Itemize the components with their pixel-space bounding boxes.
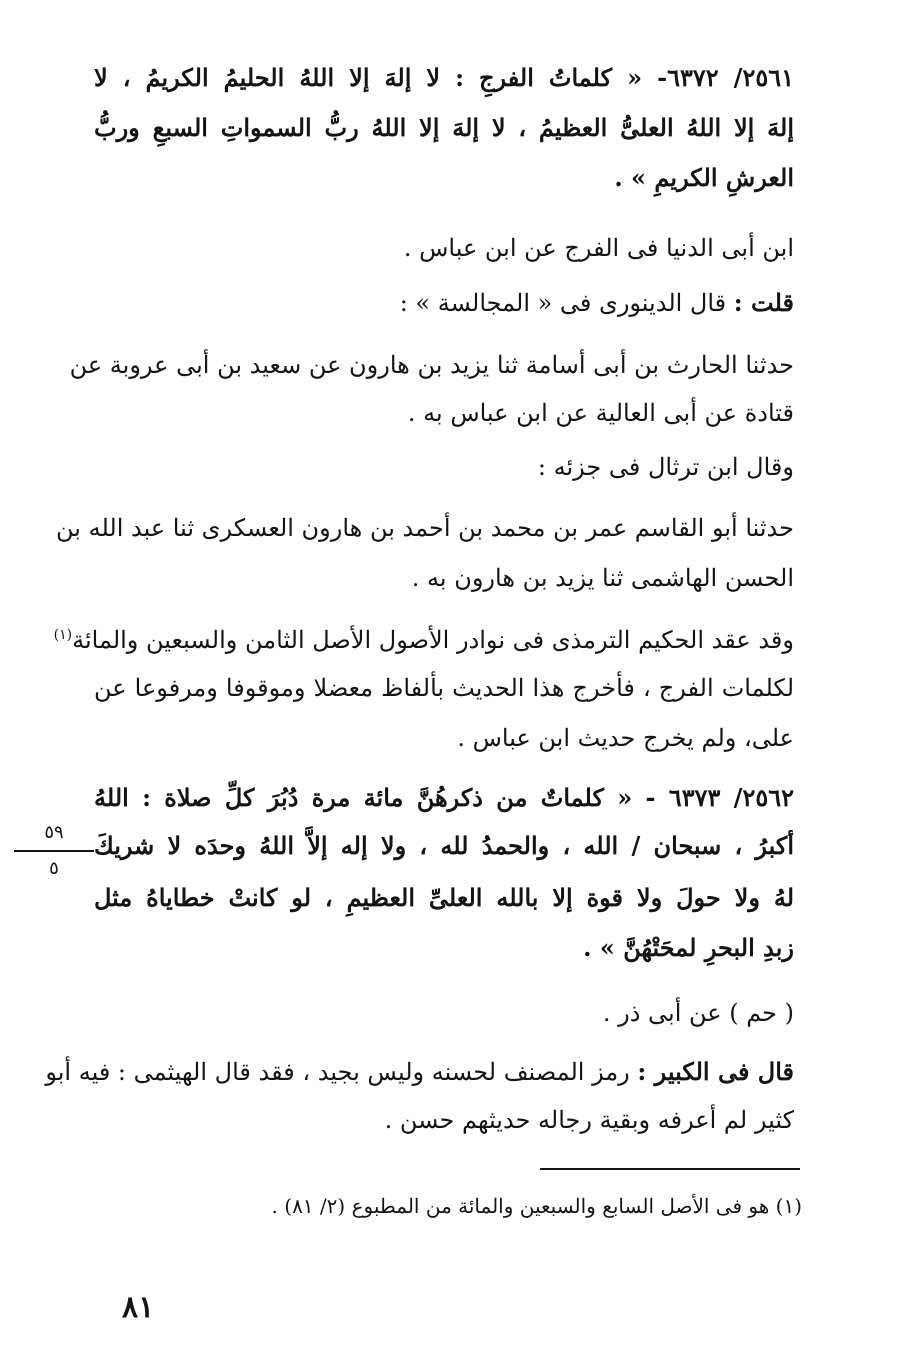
tirmidhi-text: وقد عقد الحكيم الترمذى فى نوادر الأصول الأصل الثامن والسبعين والمائة (72, 626, 794, 654)
tirmidhi-line-3: على، ولم يخرج حديث ابن عباس . (457, 724, 794, 752)
page-number: ٨١ (122, 1290, 155, 1325)
hadith-2561-line-1: ٢٥٦١/ ٦٣٧٢- « كلماتُ الفرجِ : لا إلهَ إلا اللهُ الحليمُ الكريمُ ، لا (94, 63, 794, 92)
comment-2562-text: رمز المصنف لحسنه وليس بجيد ، فقد قال الهيثمى : فيه أبو (45, 1058, 630, 1086)
isnad-1-line-1: حدثنا الحارث بن أبى أسامة ثنا يزيد بن هارون عن سعيد بن أبى عروبة عن (69, 351, 794, 379)
isnad-2-line-2: الحسن الهاشمى ثنا يزيد بن هارون به . (411, 564, 794, 592)
comment-text: قال الدينورى فى « المجالسة » : (399, 289, 727, 317)
hadith-2562-line-2: أكبرُ ، سبحان / الله ، والحمدُ لله ، ولا إله إلاَّ اللهُ وحدَه لا شريكَ (94, 831, 794, 860)
isnad-1-line-2: قتادة عن أبى العالية عن ابن عباس به . (407, 399, 794, 427)
hadith-2562-line-4: زبدِ البحرِ لمحَتْهُنَّ » . (583, 933, 794, 962)
footnote-text: (١) هو فى الأصل السابع والسبعين والمائة من المطبوع (٢/ ٨١) . (271, 1194, 802, 1218)
tirmidhi-line-1 (53, 620, 794, 660)
margin-note-bottom: ٥ (49, 858, 59, 879)
margin-note-top: ٥٩ (44, 822, 64, 843)
hadith-2562-line-3: لهُ ولا حولَ ولا قوة إلا بالله العلىِّ العظيمِ ، لو كانتْ خطاياهُ مثل (94, 883, 795, 912)
isnad-2-line-1: حدثنا أبو القاسم عمر بن محمد بن أحمد بن هارون العسكرى ثنا عبد الله بن (56, 514, 794, 542)
hadith-2561-line-2: إلهَ إلا اللهُ العلىُّ العظيمُ ، لا إلهَ إلا اللهُ ربُّ السمواتِ السبعِ وربُّ (94, 113, 794, 142)
hadith-2561-source: ابن أبى الدنيا فى الفرج عن ابن عباس . (403, 234, 794, 262)
ibn-tarthal-intro: وقال ابن ترثال فى جزئه : (537, 453, 794, 481)
footnote-separator (540, 1168, 800, 1170)
margin-divider (14, 850, 94, 852)
comment-2562-label: قال فى الكبير : (637, 1057, 794, 1086)
comment-2562-line-2: كثير لم أعرفه وبقية رجاله حديثهم حسن . (384, 1106, 794, 1134)
comment-2561-heading (94, 283, 794, 323)
comment-label: قلت : (733, 288, 794, 317)
hadith-2561-line-3: العرشِ الكريمِ » . (614, 163, 794, 192)
comment-2562-line-1 (45, 1052, 794, 1092)
tirmidhi-line-2: لكلمات الفرج ، فأخرج هذا الحديث بألفاظ معضلا وموقوفا ومرفوعا عن (94, 674, 795, 702)
hadith-2562-source: ( حم ) عن أبى ذر . (602, 999, 794, 1027)
hadith-2562-line-1: ٢٥٦٢/ ٦٣٧٣ - « كلماتٌ من ذكرهُنَّ مائة مرة دُبُرَ كلِّ صلاة : اللهُ (94, 783, 794, 812)
footnote-reference: (١) (53, 627, 73, 643)
